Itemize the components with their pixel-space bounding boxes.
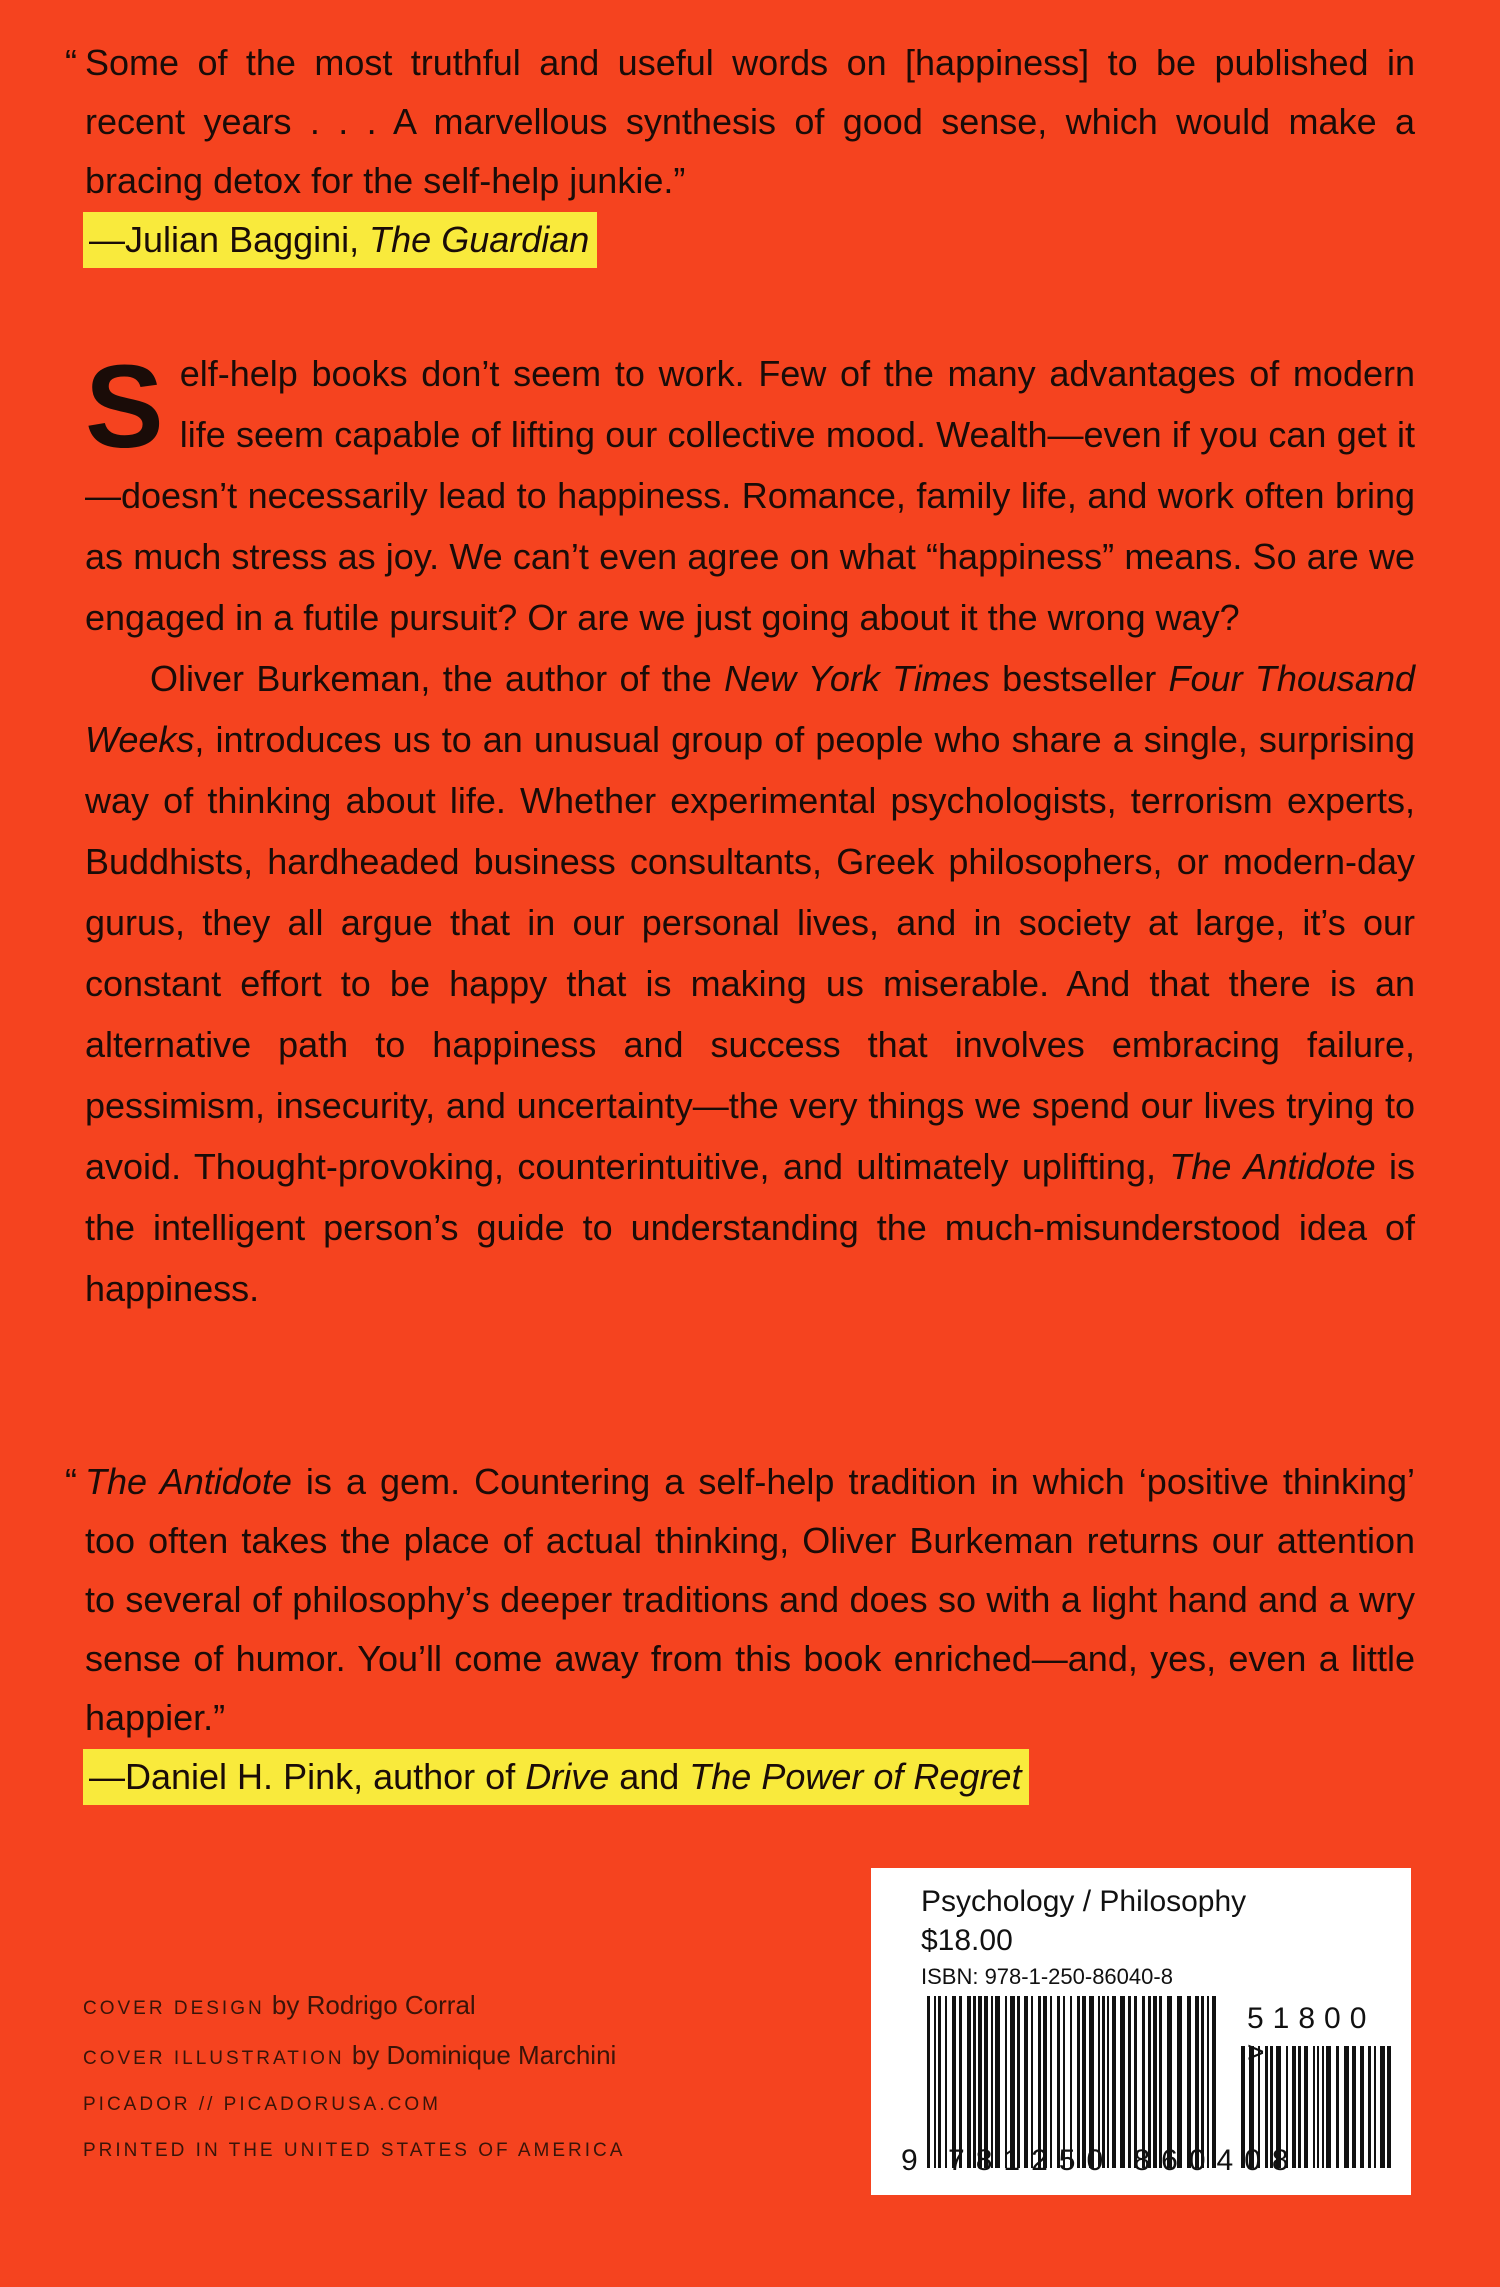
barcode-bar (1207, 1996, 1209, 2168)
review-attribution (83, 212, 597, 268)
barcode-bar (1142, 1996, 1145, 2168)
barcode-bar (1082, 1996, 1086, 2168)
printed-line: PRINTED IN THE UNITED STATES OF AMERICA (83, 2140, 626, 2161)
cover-design-credit (83, 1985, 625, 2029)
barcode-bar (984, 1996, 988, 2168)
drop-cap: S (85, 341, 164, 473)
cover-designer: by Rodrigo Corral (264, 1990, 476, 2020)
isbn-text: ISBN: 978-1-250-86040-8 (921, 1964, 1173, 1989)
barcode-bar (1134, 1996, 1137, 2168)
barcode-bar (1201, 1996, 1204, 2168)
barcode-bar (1024, 1996, 1028, 2168)
review-attribution (83, 1749, 1029, 1805)
top-review-quote (65, 33, 1415, 269)
barcode-bar (1128, 1996, 1131, 2168)
paragraph-2-text-a: Oliver Burkeman, the author of the (150, 658, 725, 699)
reviewer-name: —Daniel H. Pink, author of (89, 1756, 526, 1797)
barcode-bar (1057, 1996, 1060, 2168)
cover-credits (83, 1985, 625, 2177)
review-source: The Guardian (369, 219, 590, 260)
barcode-bar (1148, 1996, 1151, 2168)
barcode-bar (1038, 1996, 1041, 2168)
barcode-bar (1005, 1996, 1007, 2168)
cover-illustrator: by Dominique Marchini (344, 2040, 617, 2070)
open-quote-mark: “ (65, 1461, 77, 1502)
barcode-bar (1177, 1996, 1182, 2168)
barcode-digits: 9 781250 860408 (901, 2144, 1300, 2177)
price-text: $18.00 (921, 1924, 1013, 1957)
barcode-bar (927, 1996, 930, 2168)
barcode-bar (1043, 1996, 1047, 2168)
barcode-bar (1050, 1996, 1052, 2168)
barcode-bar (1112, 1996, 1116, 2168)
barcode-bar (938, 1996, 941, 2168)
reviewer-book-1: Drive (525, 1756, 610, 1797)
barcode-addon: 51800 > (1247, 2002, 1376, 2069)
reviewer-name: —Julian Baggini, (89, 219, 370, 260)
cover-illustration-credit (83, 2035, 625, 2079)
barcode-bar (934, 1996, 936, 2168)
barcode-bar (959, 1996, 962, 2168)
description-paragraph-1 (85, 343, 1415, 648)
barcode-bar (1089, 1996, 1094, 2168)
book-title: The Antidote (1169, 1146, 1376, 1187)
barcode-bar (967, 1996, 971, 2168)
barcode-bar (1153, 1996, 1157, 2168)
barcode-bar (995, 1996, 1000, 2168)
review-text: is a gem. Countering a self-help tradition in which ‘positive thinking’ too often takes the place of actual thinking, Oliver Burkeman returns our attention to several of philosophy’s deeper traditions and does so with a light hand and a wry sense of humor. You’ll come away from this book enriched—and, yes, even a little happier.” (85, 1461, 1415, 1738)
barcode-bar (1159, 1996, 1162, 2168)
barcode-bar (1102, 1996, 1105, 2168)
barcode-bar (1017, 1996, 1020, 2168)
bottom-review-quote (65, 1452, 1415, 1806)
barcode-bar (1031, 1996, 1033, 2168)
paragraph-2-text-c: , introduces us to an unusual group of people who share a single, surprising way of thinking about life. Whether experimental psychologists, terrorism experts, Buddhists, hardheaded business consultants, Greek philosophers, or modern-day gurus, they all argue that in our personal lives, and in society at large, it’s our constant effort to be happy that is making us miserable. And that there is an alternative path to happiness and success that involves embracing failure, pessimism, insecurity, and uncertainty—the very things we spend our lives trying to avoid. Thought-provoking, counterintuitive, and ultimately uplifting, (85, 719, 1415, 1187)
barcode-bar (1010, 1996, 1015, 2168)
barcode-bar (1070, 1996, 1072, 2168)
publisher-line: PICADOR // PICADORUSA.COM (83, 2094, 441, 2115)
cover-design-label: COVER DESIGN (83, 1998, 265, 2019)
barcode-bar (1195, 1996, 1199, 2168)
category-text: Psychology / Philosophy (921, 1885, 1247, 1918)
reviewer-book-2: The Power of Regret (689, 1756, 1022, 1797)
barcode-bar (1212, 1996, 1216, 2168)
review-book-title: The Antidote (85, 1461, 292, 1502)
barcode-bar (1098, 1996, 1100, 2168)
barcode-bar (1063, 1996, 1065, 2168)
nyt-title: New York Times (724, 658, 990, 699)
paragraph-1-text: elf-help books don’t seem to work. Few of the many advantages of modern life seem capable of lifting our collective mood. Wealth—even if you can get it—doesn’t necessarily lead to happiness. Romance, family life, and work often bring as much stress as joy. We can’t even agree on what “happiness” means. So are we engaged in a futile pursuit? Or are we just going about it the wrong way? (85, 353, 1415, 638)
barcode-bar (1120, 1996, 1125, 2168)
paragraph-2-text-b: bestseller (989, 658, 1169, 699)
barcode-bar (978, 1996, 982, 2168)
cover-illustration-label: COVER ILLUSTRATION (83, 2048, 345, 2069)
barcode-bar (1187, 1996, 1191, 2168)
book-description (85, 343, 1415, 1319)
open-quote-mark: “ (65, 42, 77, 83)
barcode-bar (1107, 1996, 1109, 2168)
barcode-label (871, 1868, 1411, 2195)
paragraph-2-text-d: is the intelligent person’s guide to understanding the much-misunderstood idea of happiness. (85, 1146, 1415, 1309)
barcode-bar (1167, 1996, 1172, 2168)
description-paragraph-2 (85, 648, 1415, 1319)
review-text: Some of the most truthful and useful words on [happiness] to be published in recent years . . . A marvellous synthesis of good sense, which would make a bracing detox for the self-help junkie.” (85, 42, 1415, 201)
attribution-and: and (609, 1756, 690, 1797)
barcode-bar (945, 1996, 947, 2168)
barcode-bar (973, 1996, 976, 2168)
barcode-bar (1077, 1996, 1080, 2168)
barcode-bar (991, 1996, 993, 2168)
barcode-bar (952, 1996, 956, 2168)
previous-book-title: Four Thousand Weeks (85, 658, 1415, 760)
